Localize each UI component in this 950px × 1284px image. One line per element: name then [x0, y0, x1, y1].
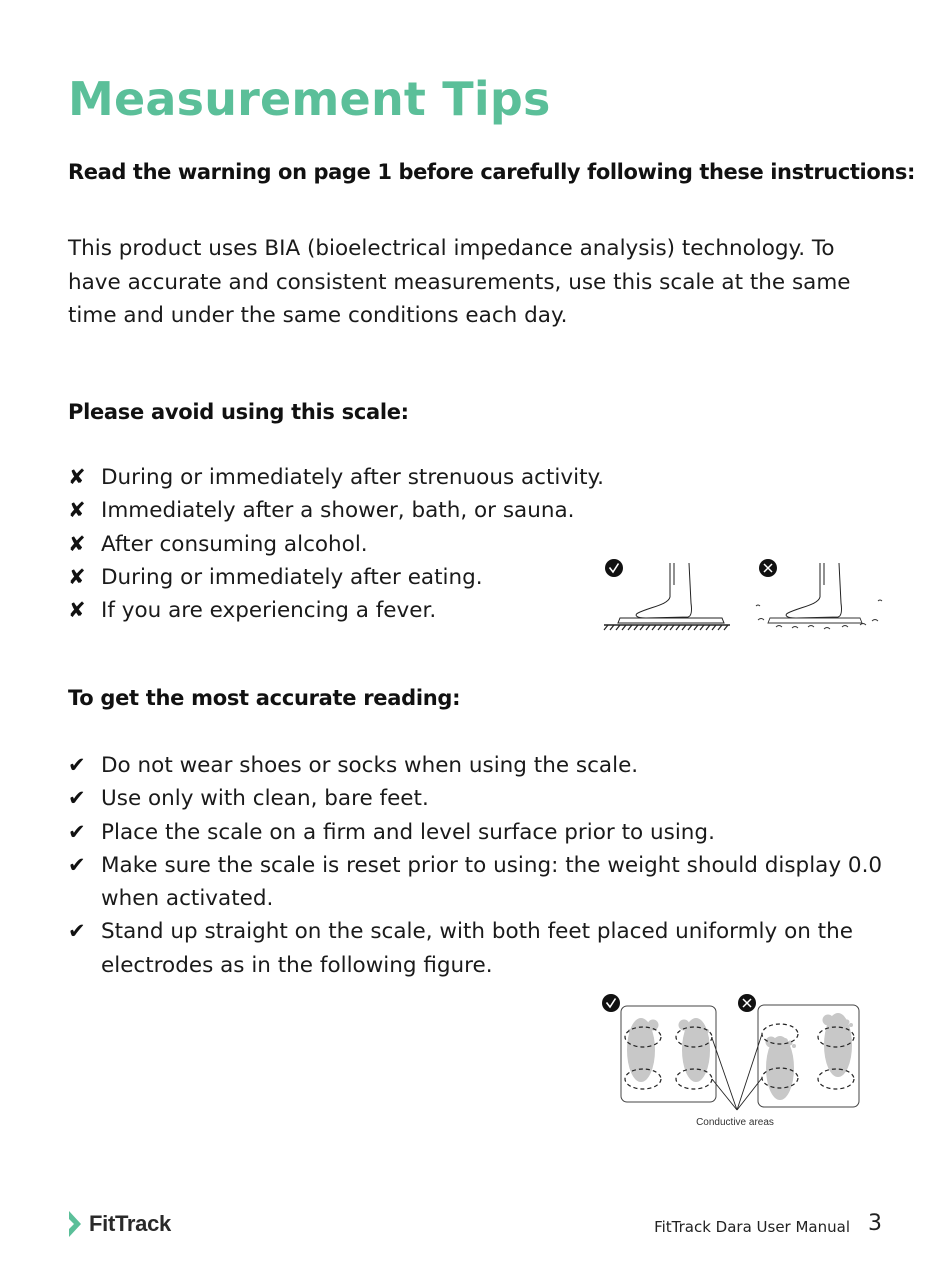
scale-platform	[604, 618, 730, 630]
leader-lines	[712, 1034, 762, 1110]
list-item-text: Immediately after a shower, bath, or sauna.	[101, 498, 575, 524]
brand-chevron-icon	[66, 1208, 86, 1240]
manual-title: FitTrack Dara User Manual	[654, 1218, 850, 1236]
cross-mark-icon: ✘	[68, 498, 86, 523]
brand-logo	[66, 1208, 171, 1240]
conductive-areas-caption: Conductive areas	[696, 1117, 774, 1128]
cross-mark-icon: ✘	[68, 465, 86, 489]
list-item	[68, 816, 888, 849]
list-item-text: If you are experiencing a fever.	[101, 598, 437, 624]
intro-paragraph: This product uses BIA (bioelectrical impedance analysis) technology. To have accurate and consistent measurements, use this scale at the same time and under the same conditions each day.	[68, 236, 851, 328]
avoid-heading: Please avoid using this scale:	[68, 400, 409, 424]
page-number: 3	[868, 1211, 882, 1236]
check-mark-icon: ✔	[68, 819, 86, 844]
cross-mark-icon: ✘	[68, 564, 86, 589]
check-mark-icon: ✔	[68, 852, 86, 877]
list-item-text: Use only with clean, bare feet.	[101, 786, 429, 812]
footprint-icon	[627, 1013, 853, 1100]
electrode-zones	[625, 1024, 854, 1089]
list-item	[68, 849, 888, 916]
list-item-text: During or immediately after strenuous activity.	[101, 465, 605, 490]
check-mark-icon: ✔	[68, 753, 86, 777]
soft-surface	[756, 600, 882, 629]
check-circle-icon	[602, 994, 620, 1012]
list-item	[68, 461, 888, 494]
foot-icon	[636, 563, 691, 618]
list-item	[68, 782, 888, 815]
list-item-text: During or immediately after eating.	[101, 564, 483, 590]
cross-circle-icon	[759, 559, 777, 577]
brand-name: FitTrack	[89, 1211, 171, 1236]
list-item	[68, 915, 888, 982]
list-item-text: Do not wear shoes or socks when using the scale.	[101, 753, 639, 778]
list-item-text: Place the scale on a firm and level surface prior to using.	[101, 819, 715, 845]
list-item-text: Make sure the scale is reset prior to using: the weight should display 0.0 when activated.	[101, 852, 883, 912]
surface-illustration	[598, 555, 888, 635]
list-item-text: After consuming alcohol.	[101, 531, 368, 557]
cross-mark-icon: ✘	[68, 531, 86, 556]
check-mark-icon: ✔	[68, 919, 86, 944]
foot-icon	[786, 563, 841, 618]
foot-placement-illustration	[596, 990, 868, 1130]
warning-note: Read the warning on page 1 before carefully following these instructions:	[68, 160, 916, 184]
list-item	[68, 494, 888, 527]
list-item	[68, 749, 888, 782]
cross-circle-icon	[738, 994, 756, 1012]
accurate-heading: To get the most accurate reading:	[68, 686, 461, 710]
check-mark-icon: ✔	[68, 786, 86, 811]
page-title: Measurement Tips	[68, 72, 551, 126]
cross-mark-icon: ✘	[68, 598, 86, 623]
accurate-list	[68, 749, 888, 982]
list-item-text: Stand up straight on the scale, with both feet placed uniformly on the electrodes as in the following figure.	[101, 919, 853, 978]
check-circle-icon	[605, 559, 623, 577]
